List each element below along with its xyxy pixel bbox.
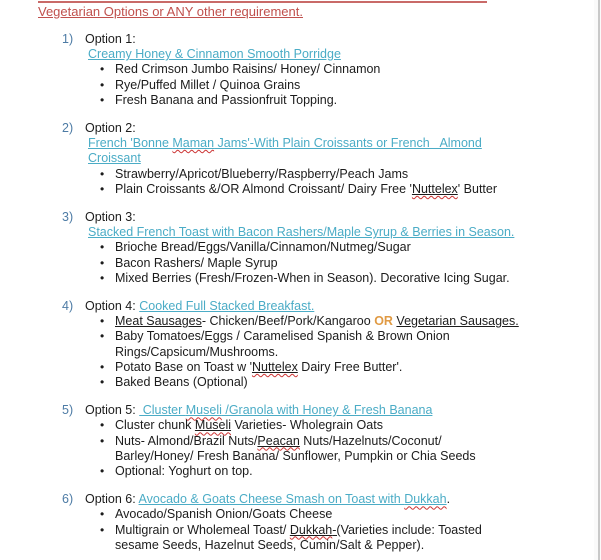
underlined-text [252,360,298,374]
bullet-text [115,434,476,464]
misspelled-word: Dukkah [289,522,333,537]
bullet-item [100,167,601,182]
menu-option-1 [0,32,601,108]
option-label: Option 6: [85,492,136,507]
underlined-text: -( [332,522,341,537]
bullet-text [115,314,519,329]
bullet-item [100,271,601,286]
bullet-marker: • [100,507,105,522]
bullet-text [115,256,278,271]
bullet-text [115,93,337,108]
bullet-item [100,507,601,522]
bullet-text [115,507,332,522]
bullet-item [100,240,601,255]
bullet-marker: • [100,240,105,255]
bullet-text-line: Baby Tomatoes/Eggs / Caramelised Spanish & Brown Onion [115,329,450,344]
bullet-text-line: Rings/Capsicum/Mushrooms. [115,344,279,359]
bullet-text-line: Barley/Honey/ Fresh Banana/ Sunflower, Pumpkin or Chia Seeds [115,448,476,463]
option-heading-link[interactable] [186,403,222,417]
option-label: Option 5: [85,403,136,418]
bullet-text-line: Red Crimson Jumbo Raisins/ Honey/ Cinnamon [115,62,381,77]
bullet-marker: • [100,359,105,374]
option-number: 2) [62,121,74,136]
bullet-text-line: Multigrain or Wholemeal Toast/ Dukkah-(Varieties include: Toasted [115,522,482,537]
bullet-text [115,271,510,286]
options-list [0,32,601,553]
option-label: Option 4: [85,299,136,314]
bullet-marker: • [100,375,105,390]
bullet-item [100,78,601,93]
underlined-text [290,523,332,537]
bullet-marker: • [100,329,105,344]
menu-option-3 [0,210,601,286]
option-heading-line [88,151,601,166]
option-heading-link[interactable]: Croissant [88,151,141,166]
bullet-text-line: Brioche Bread/Eggs/Vanilla/Cinnamon/Nutmeg/Sugar [115,240,411,255]
option-title-line [0,121,601,136]
option-number: 6) [62,492,74,507]
bullet-text [115,62,380,77]
bullet-text-line: Mixed Berries (Fresh/Frozen-When in Season). Decorative Icing Sugar. [115,270,510,285]
bullet-item [100,523,601,553]
bullet-marker: • [100,181,105,196]
bullet-marker: • [100,92,105,107]
bullet-text-line: Meat Sausages- Chicken/Beef/Pork/Kangaroo OR Vegetarian Sausages. [115,314,519,329]
bullet-text [115,360,402,375]
option-heading-link[interactable]: Jams'-With Plain Croissants or French Almond [214,136,482,151]
bullet-marker: • [100,255,105,270]
bullet-item [100,182,601,197]
misspelled-word: Nuttelex [251,359,298,374]
bullet-text [115,523,482,553]
misspelled-word: Museli [185,403,222,418]
bullet-text [115,375,248,390]
underlined-text: Vegetarian Sausages. [396,314,519,329]
option-heading-line [88,225,601,240]
bullet-text [115,418,383,433]
bullet-marker: • [100,314,105,329]
bullet-marker: • [100,464,105,479]
option-heading-link[interactable] [404,492,446,506]
misspelled-word: Maman [172,136,215,151]
bullet-text [115,78,300,93]
bullet-marker: • [100,418,105,433]
option-label: Option 3: [85,210,136,225]
option-title-line: 6) Option 6: Avocado & Goats Cheese Smash on Toast with Dukkah. [62,492,451,507]
bullet-text [115,464,253,479]
bullet-text-line: Bacon Rashers/ Maple Syrup [115,255,278,270]
option-title-line [0,299,601,314]
misspelled-word: Peacan [257,433,300,448]
bullet-marker: • [100,166,105,181]
misspelled-word: Nuttelex [411,181,458,196]
bullet-item [100,434,601,464]
misspelled-word: Museli [194,418,232,433]
bullet-text [115,240,411,255]
option-heading-link[interactable] [172,136,214,150]
option-label: Option 1: [85,32,136,46]
bullet-marker: • [100,522,105,537]
dietary-notice-heading: Vegetarian Options or ANY other requirement. [38,4,303,19]
underlined-text [195,418,231,432]
bullet-marker: • [100,433,105,448]
option-number: 1) [62,32,74,46]
menu-option-2 [0,121,601,197]
bullet-text-line: Plain Croissants &/OR Almond Croissant/ Dairy Free 'Nuttelex' Butter [115,181,498,196]
misspelled-word: Dukkah [404,492,447,507]
option-heading-link[interactable]: Creamy Honey & Cinnamon Smooth Porridge [88,47,341,62]
option-heading-line [88,47,601,62]
bullet-text-line: Avocado/Spanish Onion/Goats Cheese [115,507,333,522]
option-heading-link[interactable]: Stacked French Toast with Bacon Rashers/Maple Syrup & Berries in Season. [88,225,515,240]
truncated-red-underline [38,1,487,3]
bullet-text [115,329,450,359]
bullet-item [100,418,601,433]
emphasis-or-text: OR [374,314,393,329]
option-number: 5) [62,403,74,418]
bullet-item [100,314,601,329]
bullet-text [115,167,408,182]
bullet-item [100,93,601,108]
underlined-text: Meat Sausages [115,314,202,329]
bullet-text-line: Nuts- Almond/Brazil Nuts/Peacan Nuts/Hazelnuts/Coconut/ [115,433,442,448]
bullet-item [100,360,601,375]
bullet-marker: • [100,77,105,92]
menu-option-6 [0,492,601,553]
bullet-text-line: Rye/Puffed Millet / Quinoa Grains [115,77,301,92]
option-number: 4) [62,299,74,314]
bullet-item [100,464,601,479]
option-heading-link[interactable]: Cluster [139,403,186,418]
option-title-line [0,403,601,418]
option-heading-link[interactable]: /Granola with Honey & Fresh Banana [221,403,433,418]
bullet-text-line: sesame Seeds, Hazelnut Seeds, Cumin/Salt & Pepper). [115,537,425,552]
underlined-text [412,182,458,196]
bullet-text [115,182,497,197]
menu-option-5 [0,403,601,479]
option-heading-line [88,136,601,151]
bullet-text-line: Optional: Yoghurt on top. [115,464,253,479]
bullet-text-line: Strawberry/Apricot/Blueberry/Raspberry/Peach Jams [115,166,409,181]
option-heading-link[interactable]: Cooked Full Stacked Breakfast. [139,299,315,314]
bullet-marker: • [100,62,105,77]
bullet-item [100,375,601,390]
option-title-line [0,32,601,47]
option-title-line [0,210,601,225]
bullet-item [100,62,601,77]
bullet-item [100,256,601,271]
menu-option-4 [0,299,601,390]
bullet-text-line: Fresh Banana and Passionfruit Topping. [115,92,338,107]
bullet-item [100,329,601,359]
option-label: Option 2: [85,121,136,136]
bullet-text-line: Cluster chunk Museli Varieties- Wholegrain Oats [115,418,383,433]
page-edge-line [598,0,600,560]
bullet-text-line: Baked Beans (Optional) [115,375,248,390]
option-number: 3) [62,210,74,225]
option-heading-link[interactable]: French 'Bonne [88,136,173,151]
bullet-text-line: Potato Base on Toast w 'Nuttelex Dairy Free Butter'. [115,359,403,374]
option-heading-link[interactable]: Avocado & Goats Cheese Smash on Toast with [138,492,405,507]
bullet-marker: • [100,270,105,285]
underlined-text [257,434,299,448]
